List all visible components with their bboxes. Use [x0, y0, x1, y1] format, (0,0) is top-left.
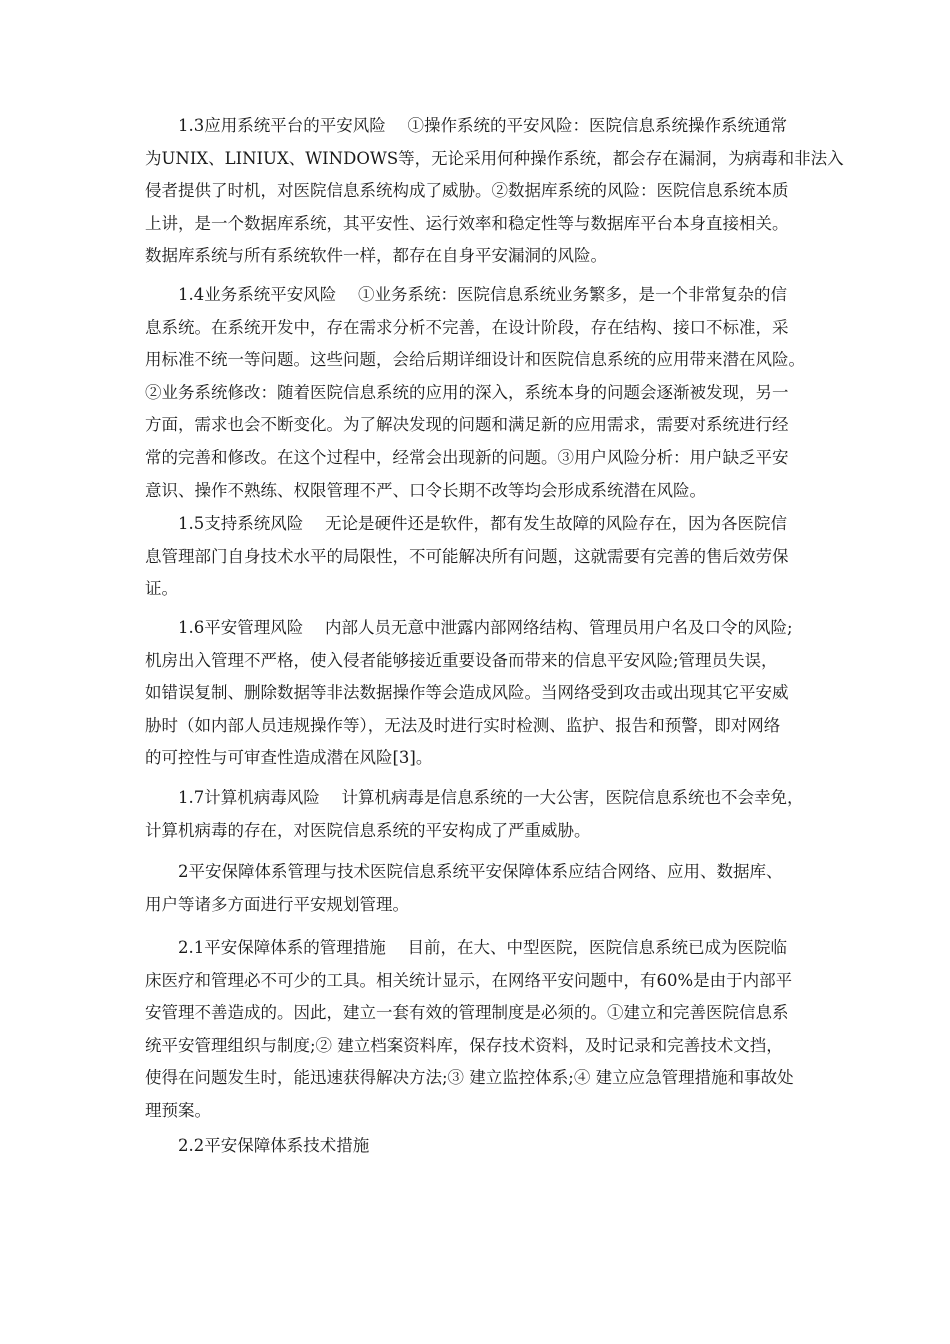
text-line: 上讲，是一个数据库系统，其平安性、运行效率和稳定性等与数据库平台本身直接相关。 — [145, 213, 789, 233]
text-line: 用标准不统一等问题。这些问题，会给后期详细设计和医院信息系统的应用带来潜在风险。 — [145, 350, 805, 370]
text-line: 方面，需求也会不断变化。为了解决发现的问题和满足新的应用需求，需要对系统进行经 — [145, 415, 789, 435]
text-line: 用户等诸多方面进行平安规划管理。 — [145, 894, 409, 914]
paragraph-1-6-security-management-risk — [145, 612, 808, 775]
text-line: 侵者提供了时机，对医院信息系统构成了威胁。②数据库系统的风险：医院信息系统本质 — [145, 181, 789, 201]
text-line: 1.4业务系统平安风险 ①业务系统：医院信息系统业务繁多，是一个非常复杂的信 — [178, 285, 787, 304]
text-line: 床医疗和管理必不可少的工具。相关统计显示，在网络平安问题中，有60%是由于内部平 — [145, 970, 793, 990]
paragraph-1-4-business-system-risk — [145, 279, 808, 507]
text-line: 1.3应用系统平台的平安风险 ①操作系统的平安风险：医院信息系统操作系统通常 — [178, 116, 787, 135]
text-line: 1.5支持系统风险 无论是硬件还是软件，都有发生故障的风险存在，因为各医院信 — [178, 514, 787, 533]
text-line: 统平安管理组织与制度;② 建立档案资料库，保存技术资料，及时记录和完善技术文挡， — [145, 1035, 783, 1055]
text-line: 安管理不善造成的。因此，建立一套有效的管理制度是必须的。①建立和完善医院信息系 — [145, 1003, 789, 1023]
text-line: 息管理部门自身技术水平的局限性，不可能解决所有问题，这就需要有完善的售后效劳保 — [145, 546, 789, 566]
text-line: 理预案。 — [145, 1100, 211, 1120]
text-line: 1.7计算机病毒风险 计算机病毒是信息系统的一大公害，医院信息系统也不会幸免， — [178, 788, 804, 807]
paragraph-1-7-virus-risk — [145, 782, 808, 847]
text-line: 1.6平安管理风险 内部人员无意中泄露内部网络结构、管理员用户名及口令的风险; — [178, 618, 793, 637]
text-line: 常的完善和修改。在这个过程中，经常会出现新的问题。③用户风险分析：用户缺乏平安 — [145, 447, 789, 467]
text-line: 2.1平安保障体系的管理措施 目前，在大、中型医院，医院信息系统已成为医院临 — [178, 938, 787, 957]
text-line: 胁时（如内部人员违规操作等），无法及时进行实时检测、监护、报告和预警，即对网络 — [145, 715, 781, 735]
text-line: 数据库系统与所有系统软件一样，都存在自身平安漏洞的风险。 — [145, 246, 607, 266]
paragraph-2-security-system — [145, 856, 808, 921]
text-line: 证。 — [145, 579, 178, 599]
paragraph-2-1-management-measures — [145, 932, 808, 1128]
text-line: 使得在问题发生时，能迅速获得解决方法;③ 建立监控体系;④ 建立应急管理措施和事故处 — [145, 1068, 794, 1088]
text-line: 2平安保障体系管理与技术医院信息系统平安保障体系应结合网络、应用、数据库、 — [178, 862, 783, 881]
text-line: 机房出入管理不严格，使入侵者能够接近重要设备而带来的信息平安风险;管理员失误， — [145, 650, 778, 670]
text-line: 计算机病毒的存在，对医院信息系统的平安构成了严重威胁。 — [145, 820, 591, 840]
section-heading: 2.2平安保障体系技术措施 — [178, 1136, 370, 1155]
text-line: 为UNIX、LINIUX、WINDOWS等，无论采用何种操作系统，都会存在漏洞，为病毒和非法入 — [145, 148, 844, 168]
paragraph-2-2-technical-measures — [145, 1130, 808, 1163]
text-line: 的可控性与可审查性造成潜在风险[3]。 — [145, 748, 433, 768]
text-line: 如错误复制、删除数据等非法数据操作等会造成风险。当网络受到攻击或出现其它平安威 — [145, 683, 789, 703]
paragraph-1-3-application-platform-risk — [145, 110, 844, 273]
text-line: 息系统。在系统开发中，存在需求分析不完善，在设计阶段，存在结构、接口不标准，采 — [145, 317, 789, 337]
paragraph-1-5-support-system-risk — [145, 508, 808, 606]
text-line: ②业务系统修改：随着医院信息系统的应用的深入，系统本身的问题会逐渐被发现，另一 — [145, 382, 789, 402]
text-line: 意识、操作不熟练、权限管理不严、口令长期不改等均会形成系统潜在风险。 — [145, 480, 706, 500]
